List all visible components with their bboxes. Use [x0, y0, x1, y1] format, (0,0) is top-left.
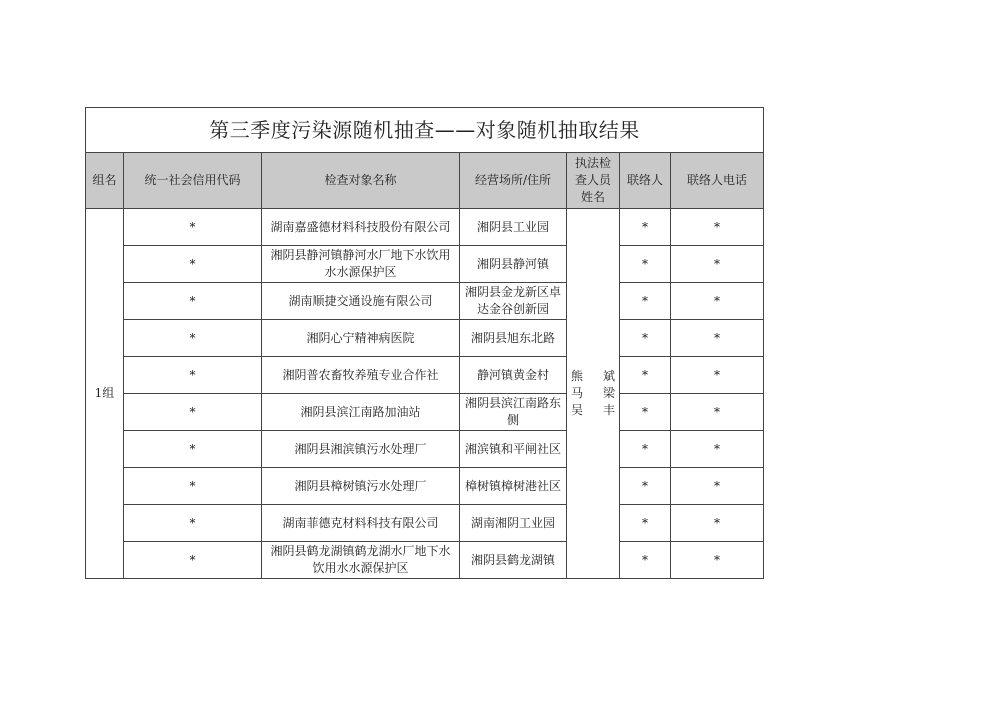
phone-cell: * — [671, 320, 764, 357]
phone-cell: * — [671, 431, 764, 468]
credit-code-cell: * — [124, 468, 262, 505]
location-cell: 湘阴县旭东北路 — [460, 320, 567, 357]
phone-cell: * — [671, 357, 764, 394]
location-cell: 湘阴县滨江南路东侧 — [460, 394, 567, 431]
table-row — [86, 320, 764, 357]
table-row — [86, 431, 764, 468]
object-name-cell: 湖南菲德克材料科技有限公司 — [262, 505, 460, 542]
header-inspectors: 执法检查人员姓名 — [567, 153, 620, 209]
results-table — [85, 107, 764, 579]
credit-code-cell: * — [124, 505, 262, 542]
location-cell: 湘阴县金龙新区卓达金谷创新园 — [460, 283, 567, 320]
header-row — [86, 153, 764, 209]
table-row — [86, 209, 764, 246]
credit-code-cell: * — [124, 320, 262, 357]
contact-cell: * — [620, 283, 671, 320]
location-cell: 湘阴县工业园 — [460, 209, 567, 246]
location-cell: 湘阴县静河镇 — [460, 246, 567, 283]
contact-cell: * — [620, 357, 671, 394]
header-phone: 联络人电话 — [671, 153, 764, 209]
location-cell: 湘阴县鹤龙湖镇 — [460, 542, 567, 579]
object-name-cell: 湘阴普农畜牧养殖专业合作社 — [262, 357, 460, 394]
inspectors-cell — [567, 209, 620, 579]
credit-code-cell: * — [124, 209, 262, 246]
inspector-line: 吴 丰 — [570, 403, 616, 417]
credit-code-cell: * — [124, 283, 262, 320]
header-object-name: 检查对象名称 — [262, 153, 460, 209]
credit-code-cell: * — [124, 246, 262, 283]
phone-cell: * — [671, 468, 764, 505]
inspector-line: 马 梁 — [570, 386, 616, 400]
location-cell: 静河镇黄金村 — [460, 357, 567, 394]
object-name-cell: 湘阴心宁精神病医院 — [262, 320, 460, 357]
location-cell: 樟树镇樟树港社区 — [460, 468, 567, 505]
phone-cell: * — [671, 394, 764, 431]
contact-cell: * — [620, 431, 671, 468]
location-cell: 湖南湘阴工业园 — [460, 505, 567, 542]
object-name-cell: 湘阴县鹤龙湖镇鹤龙湖水厂地下水饮用水水源保护区 — [262, 542, 460, 579]
table-row — [86, 357, 764, 394]
object-name-cell: 湖南嘉盛德材料科技股份有限公司 — [262, 209, 460, 246]
table-row — [86, 394, 764, 431]
phone-cell: * — [671, 505, 764, 542]
contact-cell: * — [620, 246, 671, 283]
table-row — [86, 505, 764, 542]
credit-code-cell: * — [124, 542, 262, 579]
contact-cell: * — [620, 209, 671, 246]
object-name-cell: 湘阴县樟树镇污水处理厂 — [262, 468, 460, 505]
table-row — [86, 542, 764, 579]
object-name-cell: 湘阴县静河镇静河水厂地下水饮用水水源保护区 — [262, 246, 460, 283]
location-cell: 湘滨镇和平闸社区 — [460, 431, 567, 468]
phone-cell: * — [671, 542, 764, 579]
header-credit-code: 统一社会信用代码 — [124, 153, 262, 209]
object-name-cell: 湘阴县滨江南路加油站 — [262, 394, 460, 431]
contact-cell: * — [620, 320, 671, 357]
table-row — [86, 468, 764, 505]
object-name-cell: 湘阴县湘滨镇污水处理厂 — [262, 431, 460, 468]
contact-cell: * — [620, 394, 671, 431]
credit-code-cell: * — [124, 431, 262, 468]
inspector-line: 熊 斌 — [570, 369, 616, 383]
table-row — [86, 283, 764, 320]
contact-cell: * — [620, 542, 671, 579]
credit-code-cell: * — [124, 357, 262, 394]
contact-cell: * — [620, 505, 671, 542]
credit-code-cell: * — [124, 394, 262, 431]
group-name-cell: 1组 — [86, 209, 124, 579]
header-contact: 联络人 — [620, 153, 671, 209]
contact-cell: * — [620, 468, 671, 505]
phone-cell: * — [671, 209, 764, 246]
header-group: 组名 — [86, 153, 124, 209]
header-location: 经营场所/住所 — [460, 153, 567, 209]
object-name-cell: 湖南顺捷交通设施有限公司 — [262, 283, 460, 320]
phone-cell: * — [671, 283, 764, 320]
phone-cell: * — [671, 246, 764, 283]
table-row — [86, 246, 764, 283]
page-title: 第三季度污染源随机抽查——对象随机抽取结果 — [86, 108, 764, 153]
